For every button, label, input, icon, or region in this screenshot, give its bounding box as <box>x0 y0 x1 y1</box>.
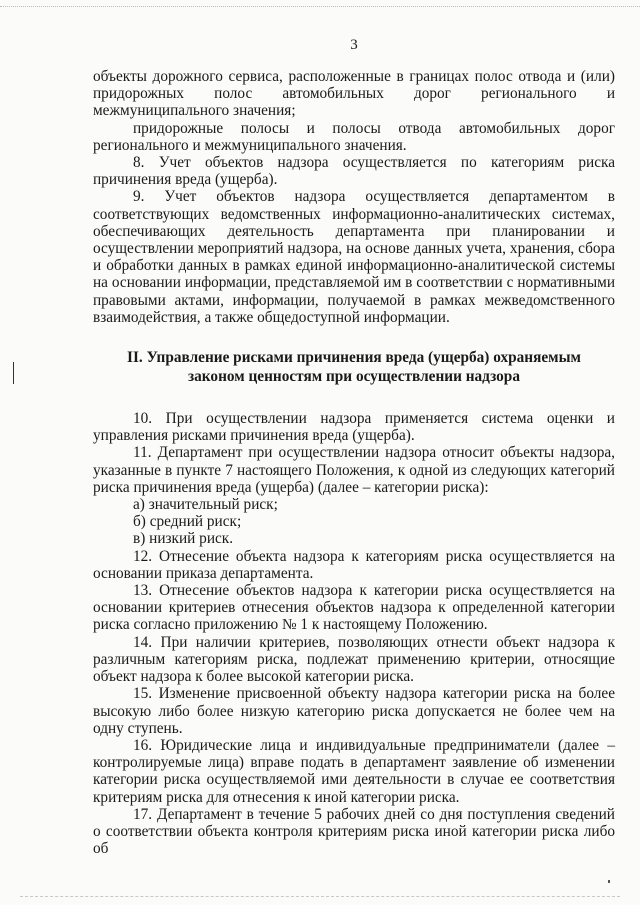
list-item: а) значительный риск; <box>133 496 278 514</box>
document-body <box>93 68 615 857</box>
paragraph: 14. При наличии критериев, позволяющих отнести объект надзора к различным категориям риска, подлежат применению критерии, относящие объект надзора к более высокой категории риска. <box>93 633 615 686</box>
paragraph: 13. Отнесение объектов надзора к категории риска осуществляется на основании критериев отнесения объектов надзора к определенной категории риска согласно приложению № 1 к настоящему Положению. <box>93 582 615 634</box>
paragraph: 15. Изменение присвоенной объекту надзора категории риска на более высокую либо более низкую категорию риска допускается не более чем на одну ступень. <box>93 685 615 737</box>
margin-mark <box>13 362 14 384</box>
paragraph: 9. Учет объектов надзора осуществляется департаментом в соответствующих ведомственных информационно-аналитических системах, обеспечивающих деятельность департамента при планировании и осуществлении мероприятий надзора, на основе данных учета, хранения, сбора и обработки данных в рамках единой информационно-аналитической системы на основании информации, представляемой им в соответствии с нормативными правовыми актами, информации, получаемой в рамках межведомственного взаимодействия, а также общедоступной информации. <box>93 188 615 326</box>
page-number: 3 <box>350 37 358 53</box>
section-heading <box>93 348 615 386</box>
paragraph: 11. Департамент при осуществлении надзора относит объекты надзора, указанные в пункте 7 настоящего Положения, к одной из следующих категорий риска причинения вреда (ущерба) (далее – категории риска): <box>93 444 615 496</box>
paragraph: 10. При осуществлении надзора применяется система оценки и управления рисками причинения вреда (ущерба). <box>93 410 615 445</box>
scan-speck <box>608 880 610 883</box>
paragraph: объекты дорожного сервиса, расположенные в границах полос отвода и (или) придорожных полос автомобильных дорог регионального и межмуниципального значения; <box>93 68 615 120</box>
scan-edge-bottom <box>20 895 620 897</box>
paragraph: 12. Отнесение объекта надзора к категориям риска осуществляется на основании приказа департамента. <box>93 547 615 582</box>
paragraph: 17. Департамент в течение 5 рабочих дней со дня поступления сведений о соответствии объекта контроля критериям риска иной категории риска либо об <box>93 805 615 858</box>
list-item: б) средний риск; <box>133 513 242 531</box>
paragraph: придорожные полосы и полосы отвода автомобильных дорог регионального и межмуниципального значения. <box>93 119 615 154</box>
paragraph: 16. Юридические лица и индивидуальные предприниматели (далее – контролируемые лица) вправе подать в департамент заявление об изменении категории риска осуществляемой ими деятельности в случае ее соответствия критериям риска для отнесения к иной категории риска. <box>93 736 615 806</box>
section-heading-line: законом ценностям при осуществлении надзора <box>188 368 520 386</box>
paragraph: 8. Учет объектов надзора осуществляется по категориям риска причинения вреда (ущерба). <box>93 154 615 189</box>
list-item: в) низкий риск. <box>133 530 234 548</box>
document-page <box>93 0 615 905</box>
section-heading-line: II. Управление рисками причинения вреда (ущерба) охраняемым <box>127 349 581 367</box>
